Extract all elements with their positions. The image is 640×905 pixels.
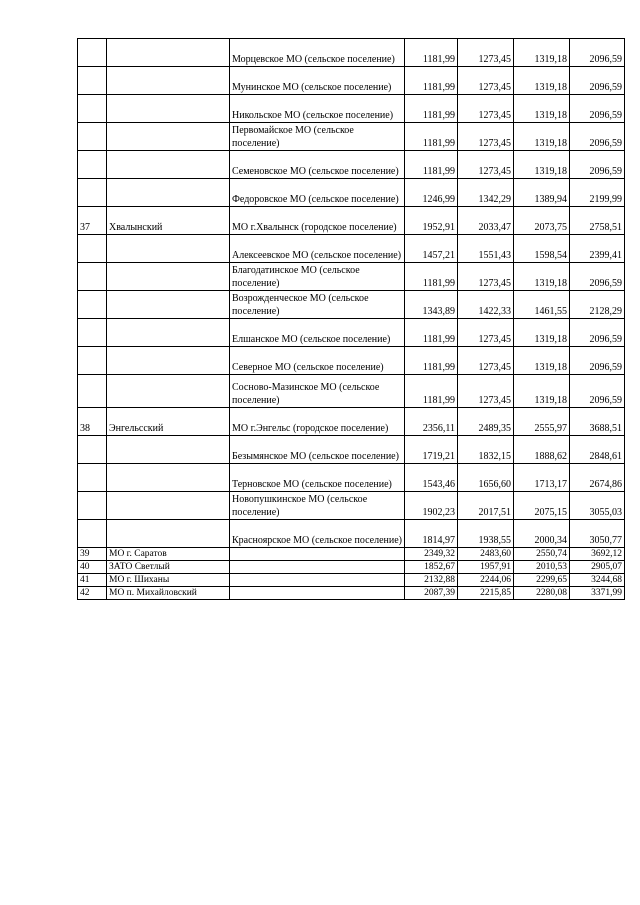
- settlement-name: Мунинское МО (сельское поселение): [230, 67, 405, 95]
- value-2: 1273,45: [458, 67, 514, 95]
- value-3: 1713,17: [514, 464, 570, 492]
- value-2: 1551,43: [458, 235, 514, 263]
- value-3: 2550,74: [514, 548, 570, 561]
- table-row: [78, 492, 625, 520]
- value-4: 2128,29: [570, 291, 625, 319]
- settlement-name: Семеновское МО (сельское поселение): [230, 151, 405, 179]
- table-row: [78, 548, 625, 561]
- district-name: Энгельсский: [107, 408, 230, 436]
- row-number: 40: [78, 561, 107, 574]
- value-4: 2096,59: [570, 263, 625, 291]
- settlement-name: Терновское МО (сельское поселение): [230, 464, 405, 492]
- settlement-name: [230, 574, 405, 587]
- row-number: 41: [78, 574, 107, 587]
- value-3: 1319,18: [514, 375, 570, 408]
- value-3: 2280,08: [514, 587, 570, 600]
- value-2: 1273,45: [458, 123, 514, 151]
- value-2: 1273,45: [458, 39, 514, 67]
- value-1: 1343,89: [405, 291, 458, 319]
- value-1: 1181,99: [405, 39, 458, 67]
- row-number: 42: [78, 587, 107, 600]
- settlement-name: Федоровское МО (сельское поселение): [230, 179, 405, 207]
- district-name: [107, 39, 230, 67]
- value-3: 2075,15: [514, 492, 570, 520]
- value-2: 1656,60: [458, 464, 514, 492]
- table-row: [78, 347, 625, 375]
- value-3: 2073,75: [514, 207, 570, 235]
- district-name: ЗАТО Светлый: [107, 561, 230, 574]
- row-number: 39: [78, 548, 107, 561]
- value-1: 1814,97: [405, 520, 458, 548]
- table-row: [78, 207, 625, 235]
- value-3: 1319,18: [514, 347, 570, 375]
- value-4: 2758,51: [570, 207, 625, 235]
- value-1: 1181,99: [405, 263, 458, 291]
- district-name: [107, 151, 230, 179]
- table-row: [78, 263, 625, 291]
- settlement-name: Благодатинское МО (сельское поселение): [230, 263, 405, 291]
- value-1: 2132,88: [405, 574, 458, 587]
- settlement-name: [230, 587, 405, 600]
- settlement-name: Морцевское МО (сельское поселение): [230, 39, 405, 67]
- value-3: 2000,34: [514, 520, 570, 548]
- district-name: [107, 520, 230, 548]
- value-4: 3371,99: [570, 587, 625, 600]
- value-4: 2096,59: [570, 123, 625, 151]
- district-name: [107, 291, 230, 319]
- value-1: 1181,99: [405, 347, 458, 375]
- district-name: МО г. Саратов: [107, 548, 230, 561]
- row-number: [78, 436, 107, 464]
- settlement-name: [230, 548, 405, 561]
- value-4: 3050,77: [570, 520, 625, 548]
- district-name: [107, 464, 230, 492]
- value-1: 1181,99: [405, 151, 458, 179]
- row-number: 37: [78, 207, 107, 235]
- value-1: 1246,99: [405, 179, 458, 207]
- value-2: 1938,55: [458, 520, 514, 548]
- value-4: 2848,61: [570, 436, 625, 464]
- row-number: [78, 520, 107, 548]
- value-3: 1598,54: [514, 235, 570, 263]
- table-row: [78, 375, 625, 408]
- value-3: 1319,18: [514, 67, 570, 95]
- value-2: 1273,45: [458, 319, 514, 347]
- value-4: 2096,59: [570, 347, 625, 375]
- table-row: [78, 235, 625, 263]
- value-1: 1181,99: [405, 95, 458, 123]
- value-2: 1422,33: [458, 291, 514, 319]
- settlement-name: Безымянское МО (сельское поселение): [230, 436, 405, 464]
- row-number: [78, 375, 107, 408]
- settlement-name: Никольское МО (сельское поселение): [230, 95, 405, 123]
- table-row: [78, 587, 625, 600]
- value-2: 2483,60: [458, 548, 514, 561]
- row-number: [78, 263, 107, 291]
- settlement-name: МО г.Хвалынск (городское поселение): [230, 207, 405, 235]
- table-row: [78, 291, 625, 319]
- table-row: [78, 123, 625, 151]
- value-3: 1319,18: [514, 95, 570, 123]
- district-name: Хвалынский: [107, 207, 230, 235]
- value-2: 2215,85: [458, 587, 514, 600]
- row-number: [78, 67, 107, 95]
- value-1: 1902,23: [405, 492, 458, 520]
- tariff-table-body: [78, 39, 625, 600]
- district-name: [107, 347, 230, 375]
- row-number: [78, 492, 107, 520]
- district-name: [107, 95, 230, 123]
- value-4: 2096,59: [570, 319, 625, 347]
- value-4: 2096,59: [570, 67, 625, 95]
- table-row: [78, 561, 625, 574]
- value-2: 2033,47: [458, 207, 514, 235]
- value-3: 2555,97: [514, 408, 570, 436]
- district-name: [107, 179, 230, 207]
- table-row: [78, 574, 625, 587]
- settlement-name: Северное МО (сельское поселение): [230, 347, 405, 375]
- value-1: 1952,91: [405, 207, 458, 235]
- value-4: 2096,59: [570, 375, 625, 408]
- value-1: 1852,67: [405, 561, 458, 574]
- value-1: 1181,99: [405, 67, 458, 95]
- row-number: [78, 464, 107, 492]
- table-row: [78, 67, 625, 95]
- value-4: 2096,59: [570, 95, 625, 123]
- value-3: 2299,65: [514, 574, 570, 587]
- value-3: 1319,18: [514, 319, 570, 347]
- value-4: 3055,03: [570, 492, 625, 520]
- row-number: [78, 235, 107, 263]
- value-3: 1319,18: [514, 263, 570, 291]
- value-4: 2199,99: [570, 179, 625, 207]
- value-2: 1957,91: [458, 561, 514, 574]
- value-4: 3688,51: [570, 408, 625, 436]
- district-name: [107, 492, 230, 520]
- settlement-name: Елшанское МО (сельское поселение): [230, 319, 405, 347]
- value-4: 2905,07: [570, 561, 625, 574]
- district-name: МО г. Шиханы: [107, 574, 230, 587]
- table-row: [78, 520, 625, 548]
- value-3: 1319,18: [514, 151, 570, 179]
- value-4: 2096,59: [570, 151, 625, 179]
- row-number: [78, 123, 107, 151]
- value-3: 1461,55: [514, 291, 570, 319]
- settlement-name: Алексеевское МО (сельское поселение): [230, 235, 405, 263]
- tariff-table: [77, 38, 625, 600]
- settlement-name: МО г.Энгельс (городское поселение): [230, 408, 405, 436]
- table-row: [78, 95, 625, 123]
- settlement-name: Первомайское МО (сельское поселение): [230, 123, 405, 151]
- table-row: [78, 408, 625, 436]
- table-row: [78, 436, 625, 464]
- value-2: 1273,45: [458, 347, 514, 375]
- row-number: [78, 319, 107, 347]
- value-1: 2356,11: [405, 408, 458, 436]
- district-name: [107, 123, 230, 151]
- district-name: [107, 375, 230, 408]
- settlement-name: Новопушкинское МО (сельское поселение): [230, 492, 405, 520]
- value-3: 1389,94: [514, 179, 570, 207]
- row-number: [78, 179, 107, 207]
- table-row: [78, 464, 625, 492]
- table-row: [78, 179, 625, 207]
- value-2: 1273,45: [458, 151, 514, 179]
- row-number: [78, 347, 107, 375]
- value-4: 2399,41: [570, 235, 625, 263]
- row-number: [78, 39, 107, 67]
- value-4: 2096,59: [570, 39, 625, 67]
- settlement-name: Сосново-Мазинское МО (сельское поселение): [230, 375, 405, 408]
- district-name: [107, 319, 230, 347]
- row-number: [78, 291, 107, 319]
- value-1: 1543,46: [405, 464, 458, 492]
- table-row: [78, 151, 625, 179]
- value-2: 2244,06: [458, 574, 514, 587]
- row-number: 38: [78, 408, 107, 436]
- value-2: 1273,45: [458, 263, 514, 291]
- value-3: 1319,18: [514, 39, 570, 67]
- row-number: [78, 151, 107, 179]
- settlement-name: [230, 561, 405, 574]
- value-4: 3244,68: [570, 574, 625, 587]
- value-1: 1457,21: [405, 235, 458, 263]
- district-name: [107, 263, 230, 291]
- table-row: [78, 319, 625, 347]
- value-3: 1888,62: [514, 436, 570, 464]
- row-number: [78, 95, 107, 123]
- value-3: 2010,53: [514, 561, 570, 574]
- table-row: [78, 39, 625, 67]
- value-1: 2087,39: [405, 587, 458, 600]
- value-2: 1832,15: [458, 436, 514, 464]
- value-4: 2674,86: [570, 464, 625, 492]
- value-1: 1181,99: [405, 375, 458, 408]
- district-name: [107, 436, 230, 464]
- value-2: 1273,45: [458, 375, 514, 408]
- settlement-name: Красноярское МО (сельское поселение): [230, 520, 405, 548]
- value-2: 1273,45: [458, 95, 514, 123]
- value-1: 1719,21: [405, 436, 458, 464]
- district-name: [107, 67, 230, 95]
- value-2: 2489,35: [458, 408, 514, 436]
- district-name: [107, 235, 230, 263]
- value-2: 2017,51: [458, 492, 514, 520]
- district-name: МО п. Михайловский: [107, 587, 230, 600]
- value-1: 1181,99: [405, 123, 458, 151]
- value-1: 2349,32: [405, 548, 458, 561]
- value-4: 3692,12: [570, 548, 625, 561]
- value-1: 1181,99: [405, 319, 458, 347]
- value-2: 1342,29: [458, 179, 514, 207]
- settlement-name: Возрожденческое МО (сельское поселение): [230, 291, 405, 319]
- value-3: 1319,18: [514, 123, 570, 151]
